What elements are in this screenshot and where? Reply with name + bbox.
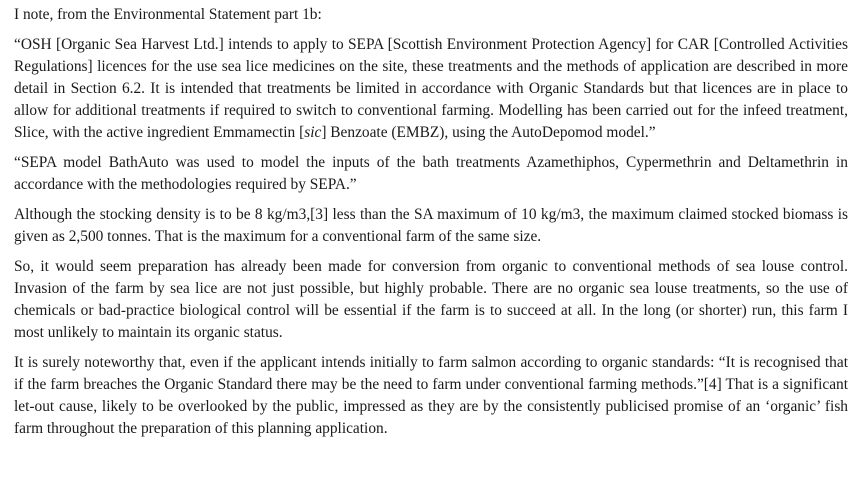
quote-osh-text-start: “OSH [Organic Sea Harvest Ltd.] intends to apply to SEPA [Scottish Environment Protection Agency] for CAR [Controlled Activities Regulations] licences for the use sea lice medicines on the site, these treatments and the methods of application are described in more detail in Section 6.2. It is intended that treatments be limited in accordance with Organic Standards but that licences are in place to allow for additional treatments if required to switch to conventional farming. Modelling has been carried out for the infeed treatment, Slice, with the active ingredient Emmamectin [ bbox=[14, 36, 848, 141]
quote-osh-text-end: ] Benzoate (EMBZ), using the AutoDepomod model.” bbox=[321, 124, 656, 141]
paragraph-organic-standard: It is surely noteworthy that, even if the applicant intends initially to farm salmon according to organic standards: “It is recognised that if the farm breaches the Organic Standard there may be the need to farm under conventional farming methods.”[4] That is a significant let-out cause, likely to be overlooked by the public, impressed as they are by the consistently publicised promise of an ‘organic’ fish farm throughout the preparation of this planning application. bbox=[14, 354, 848, 437]
paragraph-stocking-density: Although the stocking density is to be 8 kg/m3,[3] less than the SA maximum of 10 kg/m3, the maximum claimed stocked biomass is given as 2,500 tonnes. That is the maximum for a conventional farm of the same size. bbox=[14, 206, 848, 245]
sic-annotation: sic bbox=[304, 124, 322, 141]
intro-line: I note, from the Environmental Statement part 1b: bbox=[14, 6, 322, 23]
quote-sepa-bathauto: “SEPA model BathAuto was used to model the inputs of the bath treatments Azamethiphos, Cypermethrin and Deltamethrin in accordance with the methodologies required by SEPA.” bbox=[14, 154, 848, 193]
paragraph-conversion: So, it would seem preparation has already been made for conversion from organic to conventional methods of sea louse control. Invasion of the farm by sea lice are not just possible, but highly probable. There are no organic sea louse treatments, so the use of chemicals or bad-practice biological control will be essential if the farm is to succeed at all. In the long (or shorter) run, this farm I most unlikely to maintain its organic status. bbox=[14, 258, 848, 341]
quote-osh-licences bbox=[14, 34, 848, 144]
